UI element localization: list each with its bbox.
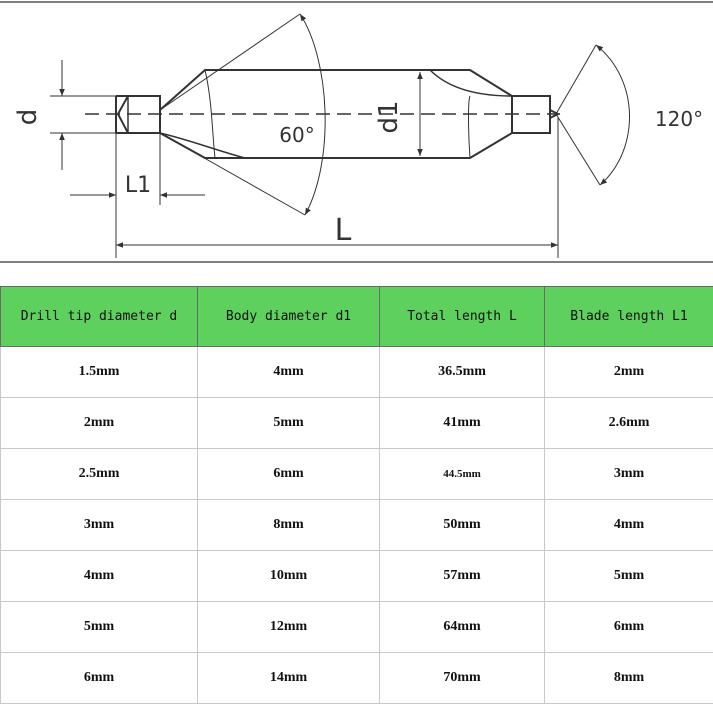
blade-length-label: L1	[124, 173, 152, 198]
cell-body-diameter: 8mm	[198, 500, 380, 551]
tip-diameter-label: d	[13, 108, 43, 126]
cell-tip-diameter: 6mm	[1, 653, 198, 704]
cell-tip-diameter: 5mm	[1, 602, 198, 653]
table-row	[1, 500, 713, 551]
cell-blade-length: 5mm	[545, 551, 713, 602]
cell-blade-length: 4mm	[545, 500, 713, 551]
cell-total-length: 36.5mm	[380, 347, 545, 398]
cell-tip-diameter: 1.5mm	[1, 347, 198, 398]
cell-blade-length: 6mm	[545, 602, 713, 653]
tip-angle-ext-bottom	[556, 114, 600, 185]
table-row	[1, 551, 713, 602]
flute-curve-right	[430, 70, 512, 96]
cell-total-length: 70mm	[380, 653, 545, 704]
cone-edge-right	[469, 96, 471, 158]
cell-tip-diameter: 2mm	[1, 398, 198, 449]
cell-total-length: 57mm	[380, 551, 545, 602]
cell-total-length: 44.5mm	[380, 449, 545, 500]
cell-body-diameter: 4mm	[198, 347, 380, 398]
cell-body-diameter: 14mm	[198, 653, 380, 704]
center-drill-diagram	[0, 0, 713, 285]
flute-curve-left	[160, 133, 245, 158]
table-header-row	[1, 287, 713, 347]
tip-angle-dimension	[556, 45, 630, 185]
spec-table	[0, 286, 713, 704]
tip-angle-arc	[596, 45, 630, 185]
cell-body-diameter: 10mm	[198, 551, 380, 602]
table-row	[1, 653, 713, 704]
header-total-length: Total length L	[380, 287, 545, 347]
cell-body-diameter: 6mm	[198, 449, 380, 500]
cone-ext-line-top	[160, 14, 300, 110]
cell-total-length: 50mm	[380, 500, 545, 551]
table-row	[1, 398, 713, 449]
table-row	[1, 602, 713, 653]
cone-angle-label: 60°	[279, 123, 315, 147]
header-body-diameter: Body diameter d1	[198, 287, 380, 347]
body-diameter-label: d1	[374, 100, 404, 134]
cell-blade-length: 8mm	[545, 653, 713, 704]
table-row	[1, 347, 713, 398]
cell-body-diameter: 5mm	[198, 398, 380, 449]
table-row	[1, 449, 713, 500]
header-tip-diameter: Drill tip diameter d	[1, 287, 198, 347]
cell-blade-length: 2mm	[545, 347, 713, 398]
header-blade-length: Blade length L1	[545, 287, 713, 347]
cell-total-length: 41mm	[380, 398, 545, 449]
tip-diameter-dimension	[50, 60, 116, 170]
tip-angle-label: 120°	[654, 107, 704, 131]
cell-blade-length: 3mm	[545, 449, 713, 500]
tip-angle-ext-top	[556, 45, 596, 114]
cell-total-length: 64mm	[380, 602, 545, 653]
total-length-label: L	[334, 213, 352, 248]
cell-tip-diameter: 2.5mm	[1, 449, 198, 500]
cell-tip-diameter: 3mm	[1, 500, 198, 551]
cell-body-diameter: 12mm	[198, 602, 380, 653]
cell-tip-diameter: 4mm	[1, 551, 198, 602]
cell-blade-length: 2.6mm	[545, 398, 713, 449]
